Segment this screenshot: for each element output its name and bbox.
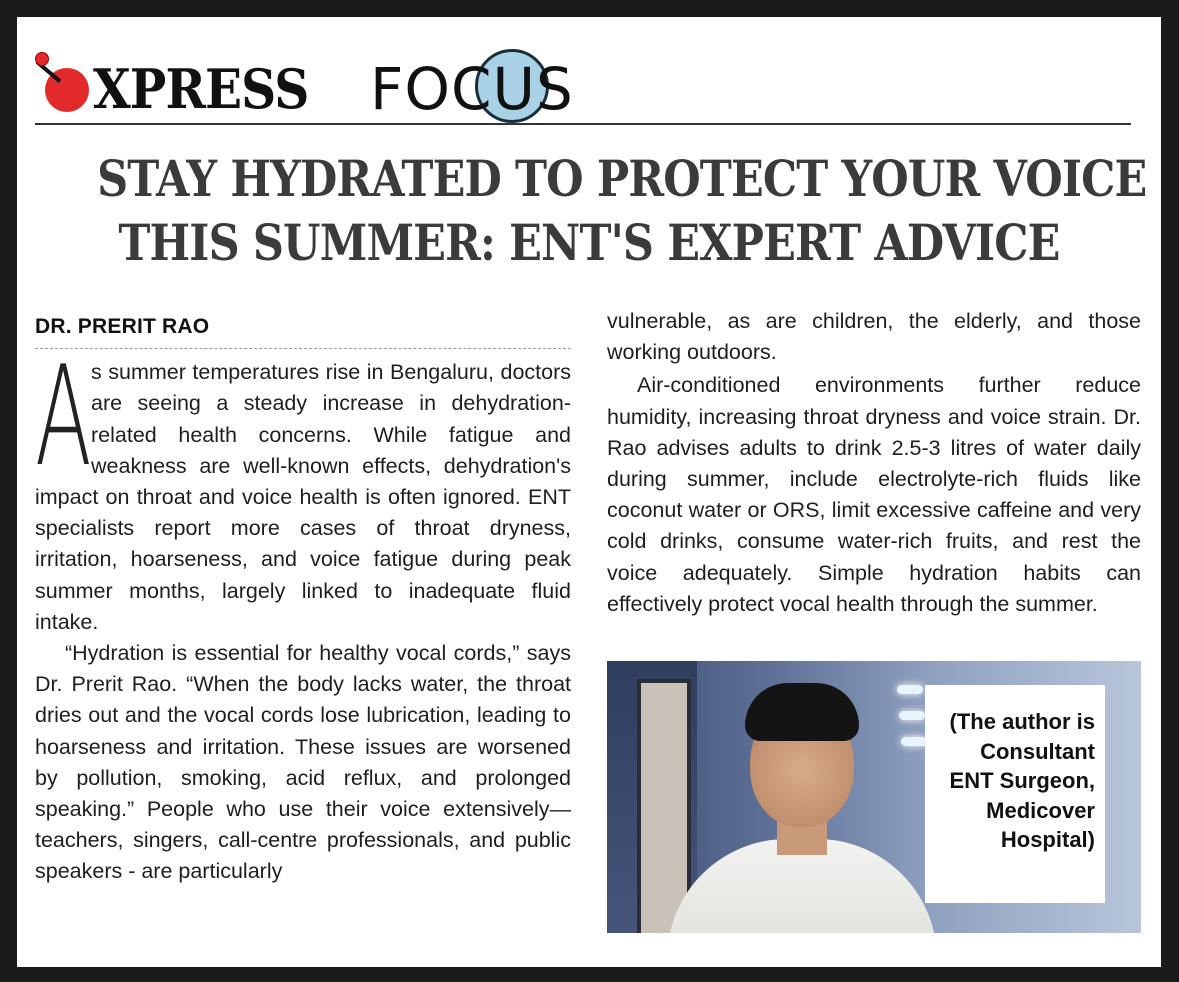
masthead-rule: [35, 123, 1131, 125]
masthead-logo: [35, 47, 675, 123]
article-column-right: [607, 306, 1141, 620]
paragraph-4: Air-conditioned environments further reduce humidity, increasing throat dryness and voice strain. Dr. Rao advises adults to drink 2.5-3 litres of water daily during summer, include electrolyte-rich fluids like coconut water or ORS, limit excessive caffeine and very cold drinks, consume water-rich fruits, and rest the voice adequately. Simple hydration habits can effectively protect vocal health through the summer.: [607, 373, 1141, 616]
newspaper-clipping: [17, 17, 1161, 967]
person-hair: [745, 683, 859, 741]
paragraph-3: vulnerable, as are children, the elderly, and those working outdoors.: [607, 309, 1141, 365]
masthead-xpress: XPRESS: [93, 57, 309, 121]
ceiling-light-icon: [901, 737, 927, 746]
paragraph-2: “Hydration is essential for healthy vocal cords,” says Dr. Prerit Rao. “When the body lacks water, the throat dries out and the vocal cords lose lubrication, leading to hoarseness and irritation. These issues are worsened by pollution, smoking, acid reflux, and prolonged speaking.” People who use their voice extensively—teachers, singers, call-centre professionals, and public speakers - are particularly: [35, 641, 571, 884]
paragraph-1: [35, 336, 571, 638]
ceiling-light-icon: [899, 711, 925, 720]
ceiling-light-icon: [897, 685, 923, 694]
author-photo: [607, 661, 1141, 933]
masthead-focus: FOCUS: [370, 55, 574, 123]
headline-line-2: THIS SUMMER: ENT'S EXPERT ADVICE: [118, 213, 1060, 272]
headline-line-1: STAY HYDRATED TO PROTECT YOUR VOICE: [97, 149, 1147, 208]
headline: [17, 147, 1161, 275]
photo-background-door: [637, 679, 691, 933]
article-column-left: [35, 311, 571, 888]
logo-pin-head: [35, 52, 49, 66]
paragraph-1-text: s summer temperatures rise in Bengaluru, doctors are seeing a steady increase in dehydration-related health concerns. While fatigue and weakness are well-known effects, dehydration's impact on throat and voice health is often ignored. ENT specialists report more cases of throat dryness, irritation, hoarseness, and voice fatigue during peak summer months, largely linked to inadequate fluid intake.: [35, 360, 571, 634]
byline: DR. PRERIT RAO: [35, 311, 571, 349]
photo-caption: (The author is Consultant ENT Surgeon, Medicover Hospital): [925, 685, 1105, 903]
drop-cap: A: [35, 336, 92, 498]
